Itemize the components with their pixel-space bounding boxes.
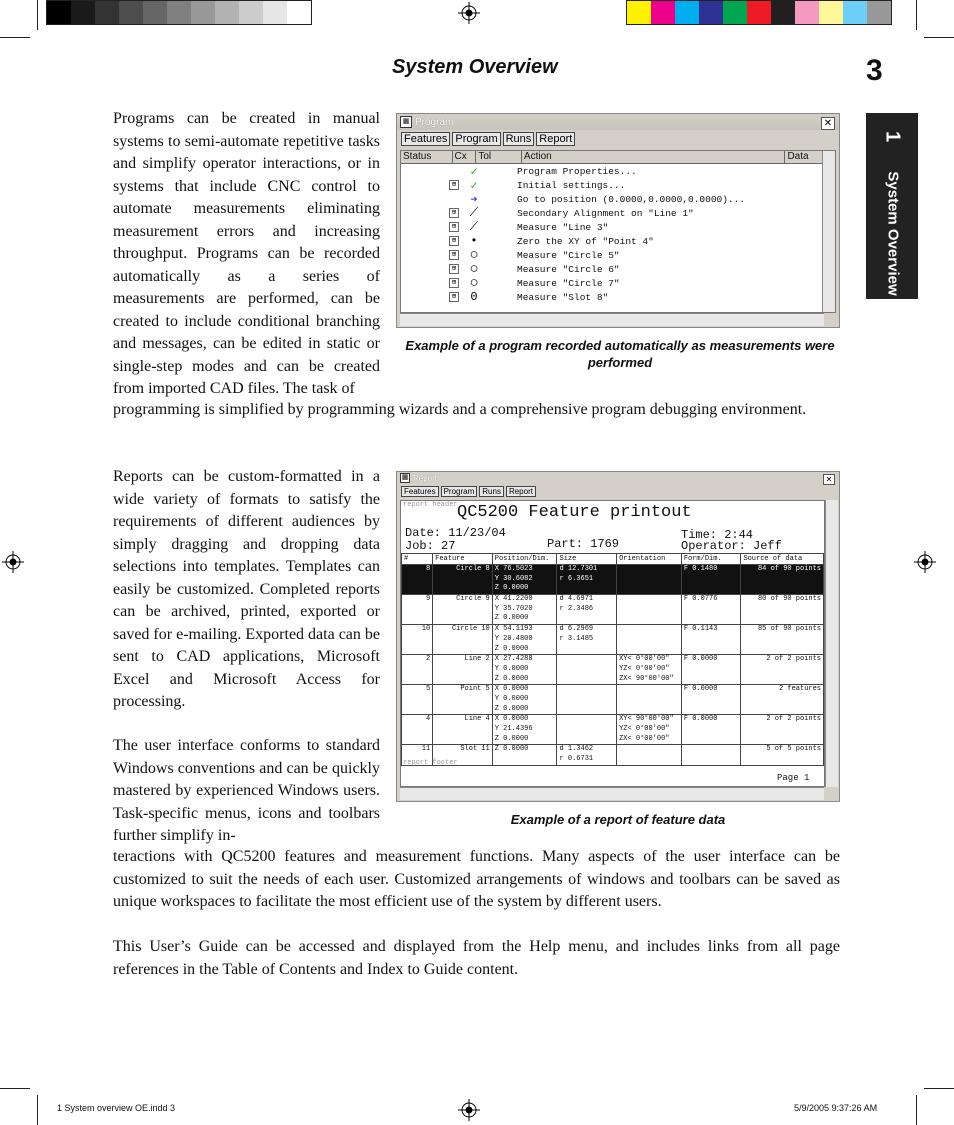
source-value: [741, 725, 824, 735]
report-row[interactable]: [402, 645, 824, 655]
orientation-value: [617, 614, 682, 624]
report-operator: Operator: Jeff: [681, 539, 782, 553]
grayscale-bar: [46, 0, 312, 25]
circle-icon: ○: [469, 260, 479, 278]
feature-name: [433, 735, 493, 745]
feature-number: 11: [402, 745, 433, 755]
size-value: [557, 665, 617, 675]
report-row[interactable]: [402, 705, 824, 715]
feature-number: 4: [402, 715, 433, 725]
close-icon[interactable]: ✕: [823, 474, 835, 485]
source-value: [741, 705, 824, 715]
orientation-value: ZX< 90°00'00": [617, 675, 682, 685]
orientation-value: XY< 90°00'00": [617, 715, 682, 725]
form-value: F 0.1143: [681, 625, 741, 635]
form-value: [681, 665, 741, 675]
side-tab[interactable]: [866, 113, 918, 299]
position-value: Z 0.0000: [492, 584, 557, 594]
window-title: Program: [415, 116, 454, 128]
size-value: [557, 725, 617, 735]
program-row[interactable]: [401, 164, 835, 178]
report-column-header[interactable]: Form/Dim.: [681, 554, 741, 565]
feature-number: [402, 725, 433, 735]
report-page-number: Page 1: [777, 773, 810, 783]
report-row[interactable]: [402, 715, 824, 725]
crop-mark: [916, 0, 917, 30]
position-value: Y 0.0000: [492, 695, 557, 705]
feature-name: [433, 614, 493, 624]
program-list: [400, 150, 836, 313]
crop-mark: [924, 37, 954, 38]
position-value: X 27.4288: [492, 655, 557, 665]
arrow-icon: ➔: [470, 192, 478, 207]
orientation-value: [617, 584, 682, 594]
orientation-value: [617, 695, 682, 705]
orientation-value: [617, 755, 682, 765]
orientation-value: [617, 575, 682, 585]
report-row[interactable]: [402, 635, 824, 645]
report-time: Time: 2:44: [681, 528, 754, 542]
source-value: [741, 605, 824, 615]
position-value: Y 35.7020: [492, 605, 557, 615]
feature-name: Circle 9: [433, 595, 493, 605]
source-value: [741, 665, 824, 675]
feature-number: [402, 695, 433, 705]
source-value: 2 of 2 points: [741, 715, 824, 725]
expand-icon[interactable]: ⊞: [449, 236, 459, 246]
orientation-value: XY< 0°00'00": [617, 655, 682, 665]
program-row[interactable]: [401, 290, 835, 304]
feature-name: Slot 11: [433, 745, 493, 755]
position-value: Z 0.0000: [492, 705, 557, 715]
feature-number: 10: [402, 625, 433, 635]
size-value: [557, 695, 617, 705]
size-value: d 4.6971: [557, 595, 617, 605]
column-header[interactable]: Action: [522, 151, 786, 164]
registration-mark-icon: [2, 551, 24, 573]
feature-name: Circle 10: [433, 625, 493, 635]
figure-caption: Example of a report of feature data: [510, 812, 726, 827]
tab-runs[interactable]: Runs: [503, 132, 535, 146]
position-value: Y 21.4396: [492, 725, 557, 735]
tab-runs[interactable]: Runs: [479, 486, 504, 497]
body-paragraph: Programs can be created in manual systems to semi-automate repetitive tasks and simplify operator interactions, or in systems that include CNC control to automate measurements eliminating measurement errors and increasing throughput. Programs can be recorded automatically as a series of measurements are performed, can be created to include conditional branching and messages, can be edited in static or single-step modes and can be created from imported CAD files. The task of: [113, 110, 380, 397]
report-column-header[interactable]: Position/Dim.: [492, 554, 557, 565]
orientation-value: YZ< 0°00'00": [617, 665, 682, 675]
size-value: r 0.6731: [557, 755, 617, 765]
source-value: [741, 635, 824, 645]
feature-number: 5: [402, 685, 433, 695]
spacer: [449, 194, 459, 204]
circle-icon: ○: [469, 246, 479, 264]
feature-number: [402, 705, 433, 715]
report-row[interactable]: [402, 605, 824, 615]
feature-name: Circle 8: [433, 565, 493, 575]
position-value: X 0.0000: [492, 715, 557, 725]
program-action: Measure "Circle 7": [517, 277, 620, 289]
feature-number: [402, 735, 433, 745]
feature-number: 9: [402, 595, 433, 605]
expand-icon[interactable]: ⊞: [449, 278, 459, 288]
tab-features[interactable]: Features: [401, 486, 439, 497]
size-value: [557, 705, 617, 715]
report-row[interactable]: [402, 755, 824, 765]
orientation-value: [617, 705, 682, 715]
report-column-header[interactable]: Size: [557, 554, 617, 565]
program-action: Zero the XY of "Point 4": [517, 235, 654, 247]
feature-name: [433, 675, 493, 685]
crop-mark: [0, 37, 30, 38]
feature-number: [402, 584, 433, 594]
report-tabs: [397, 484, 839, 497]
source-value: 2 of 2 points: [741, 655, 824, 665]
expand-icon[interactable]: ⊞: [449, 292, 459, 302]
report-row[interactable]: [402, 665, 824, 675]
feature-name: [433, 605, 493, 615]
feature-name: [433, 725, 493, 735]
program-row[interactable]: [401, 206, 835, 220]
body-paragraph: Reports can be custom-formatted in a wide variety of formats to satisfy the requirements of different audiences by simply dragging and dropping data selections into templates. Templates can easily be customized. Completed reports can be archived, printed, exported or saved for e-mailing. Exported data can be sent to CAD applications, Microsoft Excel and Microsoft Access for processing.: [113, 468, 380, 710]
window-icon: ▦: [400, 116, 412, 128]
vertical-scrollbar[interactable]: [822, 151, 835, 312]
position-value: Z 0.0000: [492, 645, 557, 655]
report-job: Job: 27: [405, 539, 456, 553]
expand-icon[interactable]: ⊞: [449, 208, 459, 218]
crop-mark: [37, 0, 38, 30]
orientation-value: [617, 645, 682, 655]
expand-icon[interactable]: ⊞: [449, 180, 459, 190]
registration-mark-icon: [458, 2, 480, 24]
position-value: Z 0.0000: [492, 614, 557, 624]
source-value: [741, 675, 824, 685]
footer-filename: 1 System overview OE.indd 3: [57, 1103, 176, 1113]
feature-number: [402, 665, 433, 675]
check-icon: ✓: [470, 164, 478, 179]
report-row[interactable]: [402, 584, 824, 594]
position-value: Y 30.6082: [492, 575, 557, 585]
line-icon: ⟋: [469, 220, 479, 234]
feature-name: [433, 665, 493, 675]
figure-caption: Example of a program recorded automatically as measurements were performed: [405, 338, 835, 370]
source-value: 84 of 90 points: [741, 565, 824, 575]
close-icon[interactable]: ✕: [821, 117, 835, 130]
position-value: X 76.5023: [492, 565, 557, 575]
form-value: [681, 635, 741, 645]
position-value: X 41.2200: [492, 595, 557, 605]
report-footer-label: report footer: [403, 759, 458, 767]
size-value: [557, 685, 617, 695]
form-value: [681, 695, 741, 705]
spacer: [449, 166, 459, 176]
source-value: 5 of 5 points: [741, 745, 824, 755]
orientation-value: ZX< 0°00'00": [617, 735, 682, 745]
program-row[interactable]: [401, 178, 835, 192]
size-value: r 3.1485: [557, 635, 617, 645]
tab-report[interactable]: Report: [536, 132, 575, 146]
expand-icon[interactable]: ⊞: [449, 264, 459, 274]
program-action: Secondary Alignment on "Line 1": [517, 207, 694, 219]
footer-timestamp: 5/9/2005 9:37:26 AM: [794, 1103, 878, 1113]
report-window: [396, 471, 840, 802]
column-header[interactable]: Data: [785, 151, 835, 164]
position-value: Y 20.4800: [492, 635, 557, 645]
program-row[interactable]: [401, 276, 835, 290]
source-value: [741, 645, 824, 655]
form-value: F 0.0000: [681, 715, 741, 725]
position-value: Z 0.0000: [492, 675, 557, 685]
orientation-value: [617, 605, 682, 615]
report-row[interactable]: [402, 725, 824, 735]
size-value: [557, 715, 617, 725]
report-row[interactable]: [402, 745, 824, 755]
form-value: [681, 745, 741, 755]
feature-name: [433, 645, 493, 655]
report-page: [400, 500, 825, 787]
point-icon: •: [470, 234, 478, 248]
column-header[interactable]: Tol: [476, 151, 522, 164]
crop-mark: [0, 1088, 30, 1089]
expand-icon[interactable]: ⊞: [449, 250, 459, 260]
feature-number: [402, 645, 433, 655]
form-value: F 0.0000: [681, 685, 741, 695]
source-value: [741, 695, 824, 705]
program-action: Program Properties...: [517, 165, 637, 177]
feature-name: Line 4: [433, 715, 493, 725]
size-value: [557, 735, 617, 745]
orientation-value: YZ< 0°00'00": [617, 725, 682, 735]
report-column-header[interactable]: Source of data: [741, 554, 824, 565]
form-value: [681, 735, 741, 745]
tab-report[interactable]: Report: [506, 486, 536, 497]
program-window: [396, 113, 840, 328]
source-value: 2 features: [741, 685, 824, 695]
size-value: [557, 645, 617, 655]
position-value: X 0.0000: [492, 685, 557, 695]
body-paragraph: This User’s Guide can be accessed and displayed from the Help menu, and includes links from all page references in the Table of Contents and Index to Guide content.: [113, 938, 840, 978]
position-value: Z 0.0000: [492, 735, 557, 745]
report-row[interactable]: [402, 595, 824, 605]
program-action: Initial settings...: [517, 179, 626, 191]
source-value: [741, 584, 824, 594]
color-bar: [626, 0, 892, 25]
feature-number: [402, 675, 433, 685]
feature-number: 8: [402, 565, 433, 575]
side-tab-number: 1: [881, 130, 904, 143]
size-value: [557, 584, 617, 594]
size-value: r 2.3486: [557, 605, 617, 615]
feature-name: [433, 705, 493, 715]
program-action: Measure "Line 3": [517, 221, 609, 233]
report-header-label: report header: [403, 501, 458, 509]
source-value: [741, 755, 824, 765]
side-tab-label: System Overview: [884, 171, 902, 296]
expand-icon[interactable]: ⊞: [449, 222, 459, 232]
feature-name: [433, 635, 493, 645]
form-value: [681, 605, 741, 615]
body-paragraph: programming is simplified by programming wizards and a comprehensive program debugging environment.: [113, 401, 807, 418]
program-row[interactable]: [401, 220, 835, 234]
crop-mark: [924, 1088, 954, 1089]
report-table: [401, 553, 824, 766]
source-value: [741, 735, 824, 745]
program-row[interactable]: [401, 192, 835, 206]
program-action: Measure "Circle 5": [517, 249, 620, 261]
size-value: d 6.2969: [557, 625, 617, 635]
form-value: F 0.1480: [681, 565, 741, 575]
feature-name: Point 5: [433, 685, 493, 695]
program-action: Measure "Slot 8": [517, 291, 609, 303]
form-value: [681, 645, 741, 655]
crop-mark: [916, 1095, 917, 1125]
source-value: 85 of 90 points: [741, 625, 824, 635]
horizontal-scrollbar[interactable]: [400, 313, 824, 326]
tab-features[interactable]: Features: [401, 132, 450, 146]
orientation-value: [617, 595, 682, 605]
window-icon: ▦: [401, 474, 409, 481]
orientation-value: [617, 685, 682, 695]
size-value: d 1.3462: [557, 745, 617, 755]
form-value: [681, 725, 741, 735]
page-number: 3: [866, 54, 883, 87]
report-row[interactable]: [402, 695, 824, 705]
body-paragraph: teractions with QC5200 features and measurement functions. Many aspects of the user interface can be customized to suit the needs of each user. Customized arrangements of windows and toolbars can be saved as unique workspaces to facilitate the most efficient use of the system by different users.: [113, 848, 840, 910]
column-header[interactable]: Status: [401, 151, 453, 164]
form-value: [681, 705, 741, 715]
source-value: [741, 614, 824, 624]
position-value: Z 0.0000: [492, 745, 557, 755]
registration-mark-icon: [458, 1099, 480, 1121]
column-header[interactable]: Cx: [453, 151, 477, 164]
feature-name: [433, 584, 493, 594]
tab-program[interactable]: Program: [452, 132, 500, 146]
source-value: [741, 575, 824, 585]
feature-number: [402, 605, 433, 615]
report-row[interactable]: [402, 675, 824, 685]
orientation-value: [617, 565, 682, 575]
form-value: [681, 614, 741, 624]
circle-icon: ○: [469, 274, 479, 292]
feature-number: [402, 614, 433, 624]
section-title: System Overview: [392, 56, 558, 78]
form-value: [681, 755, 741, 765]
slot-icon: 0: [470, 290, 478, 304]
form-value: F 0.0776: [681, 595, 741, 605]
position-value: X 54.1193: [492, 625, 557, 635]
report-part: Part: 1769: [547, 537, 620, 551]
feature-name: [433, 575, 493, 585]
orientation-value: [617, 635, 682, 645]
size-value: d 12.7301: [557, 565, 617, 575]
orientation-value: [617, 625, 682, 635]
form-value: [681, 575, 741, 585]
size-value: [557, 655, 617, 665]
check-icon: ✓: [470, 178, 478, 193]
orientation-value: [617, 745, 682, 755]
position-value: Y 0.0000: [492, 665, 557, 675]
report-column-header[interactable]: Orientation: [617, 554, 682, 565]
report-title: QC5200 Feature printout: [457, 503, 692, 522]
size-value: [557, 675, 617, 685]
position-value: [492, 755, 557, 765]
report-row[interactable]: [402, 685, 824, 695]
registration-mark-icon: [914, 551, 936, 573]
report-column-header[interactable]: Feature: [433, 554, 493, 565]
feature-number: 2: [402, 655, 433, 665]
size-value: r 6.3651: [557, 575, 617, 585]
program-action: Measure "Circle 6": [517, 263, 620, 275]
feature-name: [433, 695, 493, 705]
line-icon: ⟋: [469, 206, 479, 220]
body-paragraph: The user interface conforms to standard Windows conventions and can be quickly mastered by experienced Windows users. Task-specific menus, icons and toolbars further simplify in-: [113, 737, 380, 844]
report-row[interactable]: [402, 735, 824, 745]
report-row[interactable]: [402, 575, 824, 585]
crop-mark: [37, 1095, 38, 1125]
tab-program[interactable]: Program: [441, 486, 478, 497]
report-row[interactable]: [402, 565, 824, 575]
feature-name: Line 2: [433, 655, 493, 665]
report-date: Date: 11/23/04: [405, 526, 506, 540]
form-value: [681, 584, 741, 594]
program-action: Go to position (0.0000,0.0000,0.0000)...: [517, 193, 746, 205]
program-tabs: [397, 130, 839, 146]
report-row[interactable]: [402, 614, 824, 624]
program-columns: [401, 151, 835, 164]
feature-number: [402, 635, 433, 645]
horizontal-scrollbar[interactable]: [400, 787, 824, 800]
vertical-scrollbar[interactable]: [825, 500, 838, 787]
size-value: [557, 614, 617, 624]
report-column-header[interactable]: #: [402, 554, 433, 565]
window-title: Report: [413, 473, 438, 483]
source-value: 80 of 90 points: [741, 595, 824, 605]
report-row[interactable]: [402, 625, 824, 635]
feature-number: [402, 575, 433, 585]
report-row[interactable]: [402, 655, 824, 665]
form-value: F 0.0000: [681, 655, 741, 665]
form-value: [681, 675, 741, 685]
